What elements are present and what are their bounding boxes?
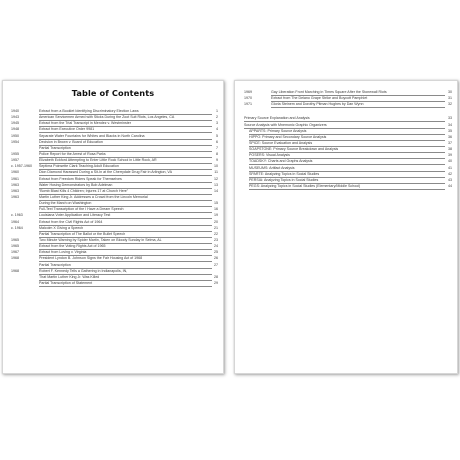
toc-entry-title: Robert F. Kennedy Tells a Gathering in Indianapolis, IN,	[39, 268, 212, 275]
toc-year: 1969	[244, 90, 252, 94]
toc-year: 1940	[11, 109, 19, 113]
toc-row	[3, 280, 223, 286]
toc-entry-title: President Lyndon B. Johnson Signs the Fair Housing Act of 1968	[39, 255, 212, 262]
toc-page-number: 33	[448, 116, 452, 121]
toc-list-left	[3, 108, 223, 286]
toc-page-number: 26	[214, 256, 218, 261]
toc-page-number: 28	[214, 274, 218, 279]
toc-entry-title: Partial Transcription	[39, 145, 212, 152]
toc-page-number: 25	[214, 250, 218, 255]
left-page	[2, 80, 224, 374]
toc-page-number: 44	[448, 183, 452, 188]
toc-entry-title: That Martin Luther King Jr. Was Killed	[39, 274, 212, 281]
toc-entry-title: MUSEUMS: Artifact Analysis	[249, 165, 445, 172]
toc-entry-title: Decision in Brown v. Board of Education	[39, 139, 212, 146]
toc-entry-title: Full-Text Transcription of the I Have a Dream Speech	[39, 206, 212, 213]
right-page	[234, 80, 458, 374]
toc-year: 1948	[11, 127, 19, 132]
toc-year: 1961	[11, 176, 19, 181]
toc-page-number: 32	[448, 102, 452, 107]
toc-year: 1954	[11, 139, 19, 144]
toc-entry-title: During the March on Washington	[39, 200, 212, 207]
toc-page-number: 39	[448, 153, 452, 158]
toc-year: 1965	[11, 244, 19, 249]
toc-page-number: 40	[448, 159, 452, 164]
toc-entry-title: American Servicemen Armed with Sticks During the Zoot Suit Riots, Los Angeles, CA	[39, 114, 212, 121]
toc-page-number: 9	[216, 158, 218, 163]
toc-year: 1963	[11, 194, 19, 199]
toc-page-number: 38	[448, 147, 452, 152]
toc-year: 1964	[11, 219, 19, 224]
toc-page-number: 36	[448, 134, 452, 139]
toc-entry-title: Partial Transcription	[39, 262, 212, 269]
toc-entry-title: Water Hosing Demonstrators by Bob Adelman	[39, 182, 212, 189]
toc-entry-title: SPARTE: Analyzing Topics in Social Studies	[249, 171, 445, 178]
toc-entry-title: Martin Luther King Jr. Addresses a Crowd from the Lincoln Memorial	[39, 194, 212, 201]
toc-page-number: 13	[214, 182, 218, 187]
toc-entry-title: HIPPO: Primary and Secondary Source Analysis	[249, 134, 445, 141]
toc-page-number: 8	[216, 151, 218, 156]
toc-page-number: 12	[214, 176, 218, 181]
toc-entry-title: Gloria Steinem and Dorothy Pitman Hughes by Dan Wynn	[271, 101, 445, 108]
toc-year: c. 1964	[11, 225, 23, 230]
toc-page-number: 6	[216, 139, 218, 144]
toc-page-number: 30	[448, 90, 452, 94]
toc-year: 1963	[11, 188, 19, 193]
toc-year: 1970	[244, 96, 252, 101]
toc-entry-title: Extract from the Civil Rights Act of 1964	[39, 219, 212, 226]
toc-entry-title: Louisiana Voter Application and Literacy Test	[39, 212, 212, 219]
toc-page-number: 21	[214, 225, 218, 230]
toc-entry-title: Extract from a Booklet Identifying Discriminatory Election Laws	[39, 108, 212, 115]
toc-year: 1943	[11, 115, 19, 120]
toc-year: 1955	[11, 151, 19, 156]
toc-page-number: 34	[448, 122, 452, 127]
toc-year: 1960	[11, 170, 19, 175]
toc-entry-title: Primary Source Explanation and Analysis	[244, 115, 445, 122]
toc-year: 1963	[11, 182, 19, 187]
toc-entry-title: PERSIA: Analyzing Topics in Social Studies	[249, 177, 445, 184]
toc-entry-title: SPICE: Source Evaluation and Analysis	[249, 140, 445, 147]
toc-entry-title: APPARTS: Primary Source Analysis	[249, 128, 445, 135]
toc-page-number: 42	[448, 171, 452, 176]
toc-year: c. 1963	[11, 213, 23, 218]
toc-entry-title: Septima Poinsette Clark Teaching Adult Education	[39, 163, 212, 170]
toc-page-number: 29	[214, 280, 218, 285]
toc-page-number: 16	[214, 207, 218, 212]
toc-entry-title: Partial Transcription of The Ballot or the Bullet Speech	[39, 231, 212, 238]
toc-page-number: 23	[214, 237, 218, 242]
toc-entry-title: Source Analysis with Mnemonic Graphic Organizers	[244, 122, 445, 129]
toc-page-number: 1	[216, 109, 218, 113]
toc-year: 1950	[11, 133, 19, 138]
toc-row	[235, 101, 457, 107]
toc-entry-title: Gay Liberation Front Marching in Times Square After the Stonewall Riots	[271, 89, 445, 96]
toc-entry-title: Elizabeth Eckford Attempting to Enter Little Rock School in Little Rock, AR	[39, 157, 212, 164]
toc-entry-title: Two Minute Warning by Spider Martin, Taken on Bloody Sunday in Selma, AL	[39, 237, 212, 244]
toc-entry-title: POSERS: Visual Analysis	[249, 152, 445, 159]
toc-entry-title: Malcolm X Giving a Speech	[39, 225, 212, 232]
toc-entry-title: Dion Diamond Harassed During a Sit-In at the Cherrydale Drug Fair in Arlington, VA	[39, 169, 212, 176]
toc-page-number: 19	[214, 213, 218, 218]
toc-page-number: 14	[214, 188, 218, 193]
toc-year: 1968	[11, 268, 19, 273]
toc-page-number: 27	[214, 262, 218, 267]
toc-entry-title: Extract from Loving v. Virginia	[39, 249, 212, 256]
toc-year: 1971	[244, 102, 252, 107]
toc-page-number: 15	[214, 201, 218, 206]
toc-page-number: 41	[448, 165, 452, 170]
toc-page-number: 31	[448, 96, 452, 101]
toc-page-number: 11	[214, 170, 218, 175]
toc-entry-title: "Bomb Blast Kills 4 Children; Injures 17 at Church Here"	[39, 188, 212, 195]
toc-page-number: 37	[448, 140, 452, 145]
toc-entry-title: TOADSKY: Charts and Graphs Analysis	[249, 158, 445, 165]
toc-page-number: 24	[214, 244, 218, 249]
toc-page-number: 35	[448, 128, 452, 133]
toc-entry-title: PEGS: Analyzing Topics in Social Studies (Elementary/Middle School)	[249, 183, 445, 190]
toc-year: c. 1957-1960	[11, 164, 32, 169]
toc-entry-title: SOAPSTONE: Primary Source Breakdown and Analysis	[249, 146, 445, 153]
toc-entry-title: Partial Transcription of Statement	[39, 280, 212, 287]
toc-page-number: 7	[216, 145, 218, 150]
toc-list-right	[235, 89, 457, 189]
toc-year: 1967	[11, 250, 19, 255]
toc-entry-title: Extract from The Delano Grape Strike and Boycott Pamphlet	[271, 95, 445, 102]
toc-entry-title: Extract from the Voting Rights Act of 1965	[39, 243, 212, 250]
toc-entry-title: Extract from Freedom Riders Speak for Themselves	[39, 176, 212, 183]
toc-page-number: 22	[214, 231, 218, 236]
toc-entry-title: Extract from the Trial Transcript in Mendez v. Westminster	[39, 120, 212, 127]
toc-page-number: 4	[216, 127, 218, 132]
toc-year: 1965	[11, 237, 19, 242]
toc-page-number: 10	[214, 164, 218, 169]
toc-entry-title: Police Report for the Arrest of Rosa Parks	[39, 151, 212, 158]
toc-page-number: 2	[216, 115, 218, 120]
toc-page-number: 3	[216, 121, 218, 126]
toc-entry-title: Extract from Executive Order 9981	[39, 126, 212, 133]
toc-year: 1945	[11, 121, 19, 126]
page-title: Table of Contents	[71, 88, 155, 98]
toc-page-number: 43	[448, 177, 452, 182]
toc-entry-title: Separate Water Fountains for Whites and Blacks in North Carolina	[39, 133, 212, 140]
toc-page-number: 20	[214, 219, 218, 224]
toc-row	[235, 183, 457, 189]
toc-year: 1957	[11, 158, 19, 163]
toc-page-number: 5	[216, 133, 218, 138]
toc-year: 1968	[11, 256, 19, 261]
